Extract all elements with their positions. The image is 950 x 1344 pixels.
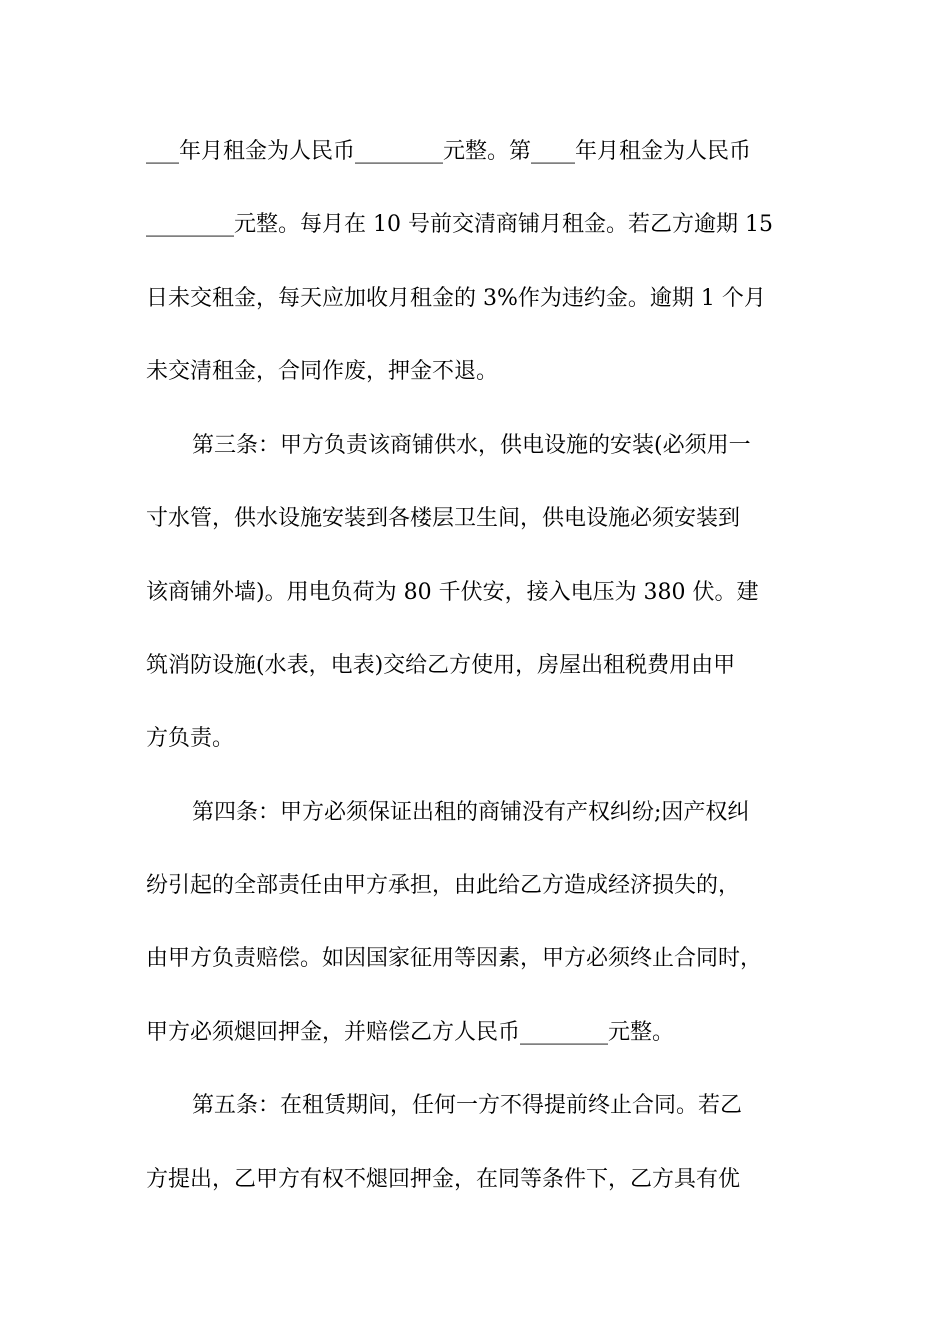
text-line: 甲方必须煺回押金，并赔偿乙方人民币________元整。 [146,1020,675,1045]
text-line: 日未交租金，每天应加收月租金的 3%作为违约金。逾期 1 个月 [146,286,766,311]
text-line: 该商铺外墙)。用电负荷为 80 千伏安，接入电压为 380 伏。建 [146,580,759,605]
text-line: 寸水管，供水设施安装到各楼层卫生间，供电设施必须安装到 [146,506,741,531]
text-line: 筑消防设施(水表，电表)交给乙方使用，房屋出租税费用由甲 [146,653,736,678]
clause-4-start: 第四条：甲方必须保证出租的商铺没有产权纠纷;因产权纠 [192,800,750,825]
text-line: 未交清租金，合同作废，押金不退。 [146,359,499,384]
text-line: 方负责。 [146,726,235,751]
clause-3-start: 第三条：甲方负责该商铺供水，供电设施的安装(必须用一 [192,433,751,458]
text-line: ___年月租金为人民币________元整。第____年月租金为人民币 [146,139,752,164]
text-line: 由甲方负责赔偿。如因国家征用等因素，甲方必须终止合同时， [146,946,763,971]
text-line: 方提出，乙甲方有权不煺回押金，在同等条件下，乙方具有优 [146,1167,741,1192]
text-line: 纷引起的全部责任由甲方承担，由此给乙方造成经济损失的， [146,873,741,898]
text-line: ________元整。每月在 10 号前交清商铺月租金。若乙方逾期 15 [146,212,773,237]
clause-5-start: 第五条：在租赁期间，任何一方不得提前终止合同。若乙 [192,1093,743,1118]
